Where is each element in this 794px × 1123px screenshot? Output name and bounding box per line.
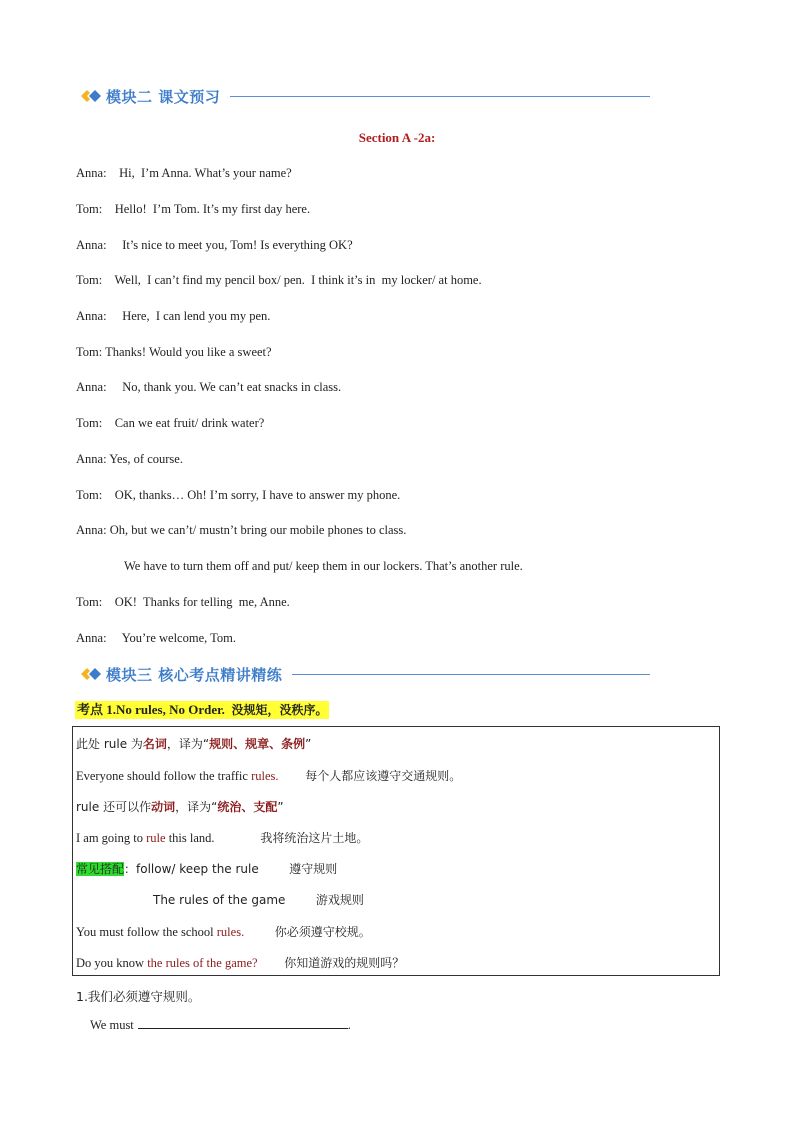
dialogue-line: Anna: No, thank you. We can’t eat snacks in class. — [76, 380, 342, 394]
module-3-title: 模块三 核心考点精讲精练 — [106, 665, 283, 684]
collocation-label: 常见搭配 — [76, 862, 125, 876]
box-line: 此处 rule 为名词，译为“规则、规章、条例” — [76, 737, 312, 751]
module-3-header — [80, 664, 650, 684]
dialogue-line: Anna: Yes, of course. — [76, 452, 183, 466]
module-2-header — [80, 86, 650, 106]
box-line: Do you know the rules of the game? 你知道游戏的规则吗？ — [76, 956, 405, 970]
dialogue-line: Anna: Hi, I’m Anna. What’s your name? — [76, 166, 292, 180]
double-chevron-icon — [80, 666, 102, 682]
section-title: Section A -2a: — [358, 130, 436, 145]
dialogue-line: Anna: It’s nice to meet you, Tom! Is everything OK? — [76, 238, 353, 252]
answer-blank[interactable] — [138, 1017, 348, 1029]
dialogue-line: Anna: Oh, but we can’t/ mustn’t bring our mobile phones to class. — [76, 523, 407, 537]
module-2-title: 模块二 课文预习 — [106, 87, 221, 106]
exercise-answer-line: We must . — [90, 1018, 351, 1032]
dialogue-line: Tom: Hello! I’m Tom. It’s my first day here. — [76, 202, 311, 216]
dialogue-line: Tom: OK, thanks… Oh! I’m sorry, I have to answer my phone. — [76, 488, 401, 502]
box-line: The rules of the game 游戏规则 — [153, 893, 364, 907]
double-chevron-icon — [80, 88, 102, 104]
exercise-question: 1.我们必须遵守规则。 — [76, 989, 201, 1004]
dialogue-line: Tom: Thanks! Would you like a sweet? — [76, 345, 272, 359]
dialogue-line: Tom: Can we eat fruit/ drink water? — [76, 416, 265, 430]
dialogue-line: Tom: OK! Thanks for telling me, Anne. — [76, 595, 290, 609]
keypoint-heading: 考点 1.No rules, No Order. 没规矩，没秩序。 — [77, 702, 328, 717]
dialogue-line: Tom: Well, I can’t find my pencil box/ pen. I think it’s in my locker/ at home. — [76, 273, 482, 287]
module-3-divider — [292, 674, 650, 675]
dialogue-line: Anna: You’re welcome, Tom. — [76, 631, 237, 645]
box-line: 常见搭配：follow/ keep the rule 遵守规则 — [76, 862, 338, 876]
dialogue-line: Anna: Here, I can lend you my pen. — [76, 309, 271, 323]
box-line: rule 还可以作动词，译为“统治、支配” — [76, 800, 284, 814]
dialogue-line: We have to turn them off and put/ keep them in our lockers. That’s another rule. — [124, 559, 523, 573]
box-line: Everyone should follow the traffic rules. 每个人都应该遵守交通规则。 — [76, 769, 462, 783]
module-2-divider — [230, 96, 650, 97]
explanation-box — [72, 726, 720, 976]
box-line: You must follow the school rules. 你必须遵守校规。 — [76, 925, 371, 939]
box-line: I am going to rule this land. 我将统治这片土地。 — [76, 831, 369, 845]
